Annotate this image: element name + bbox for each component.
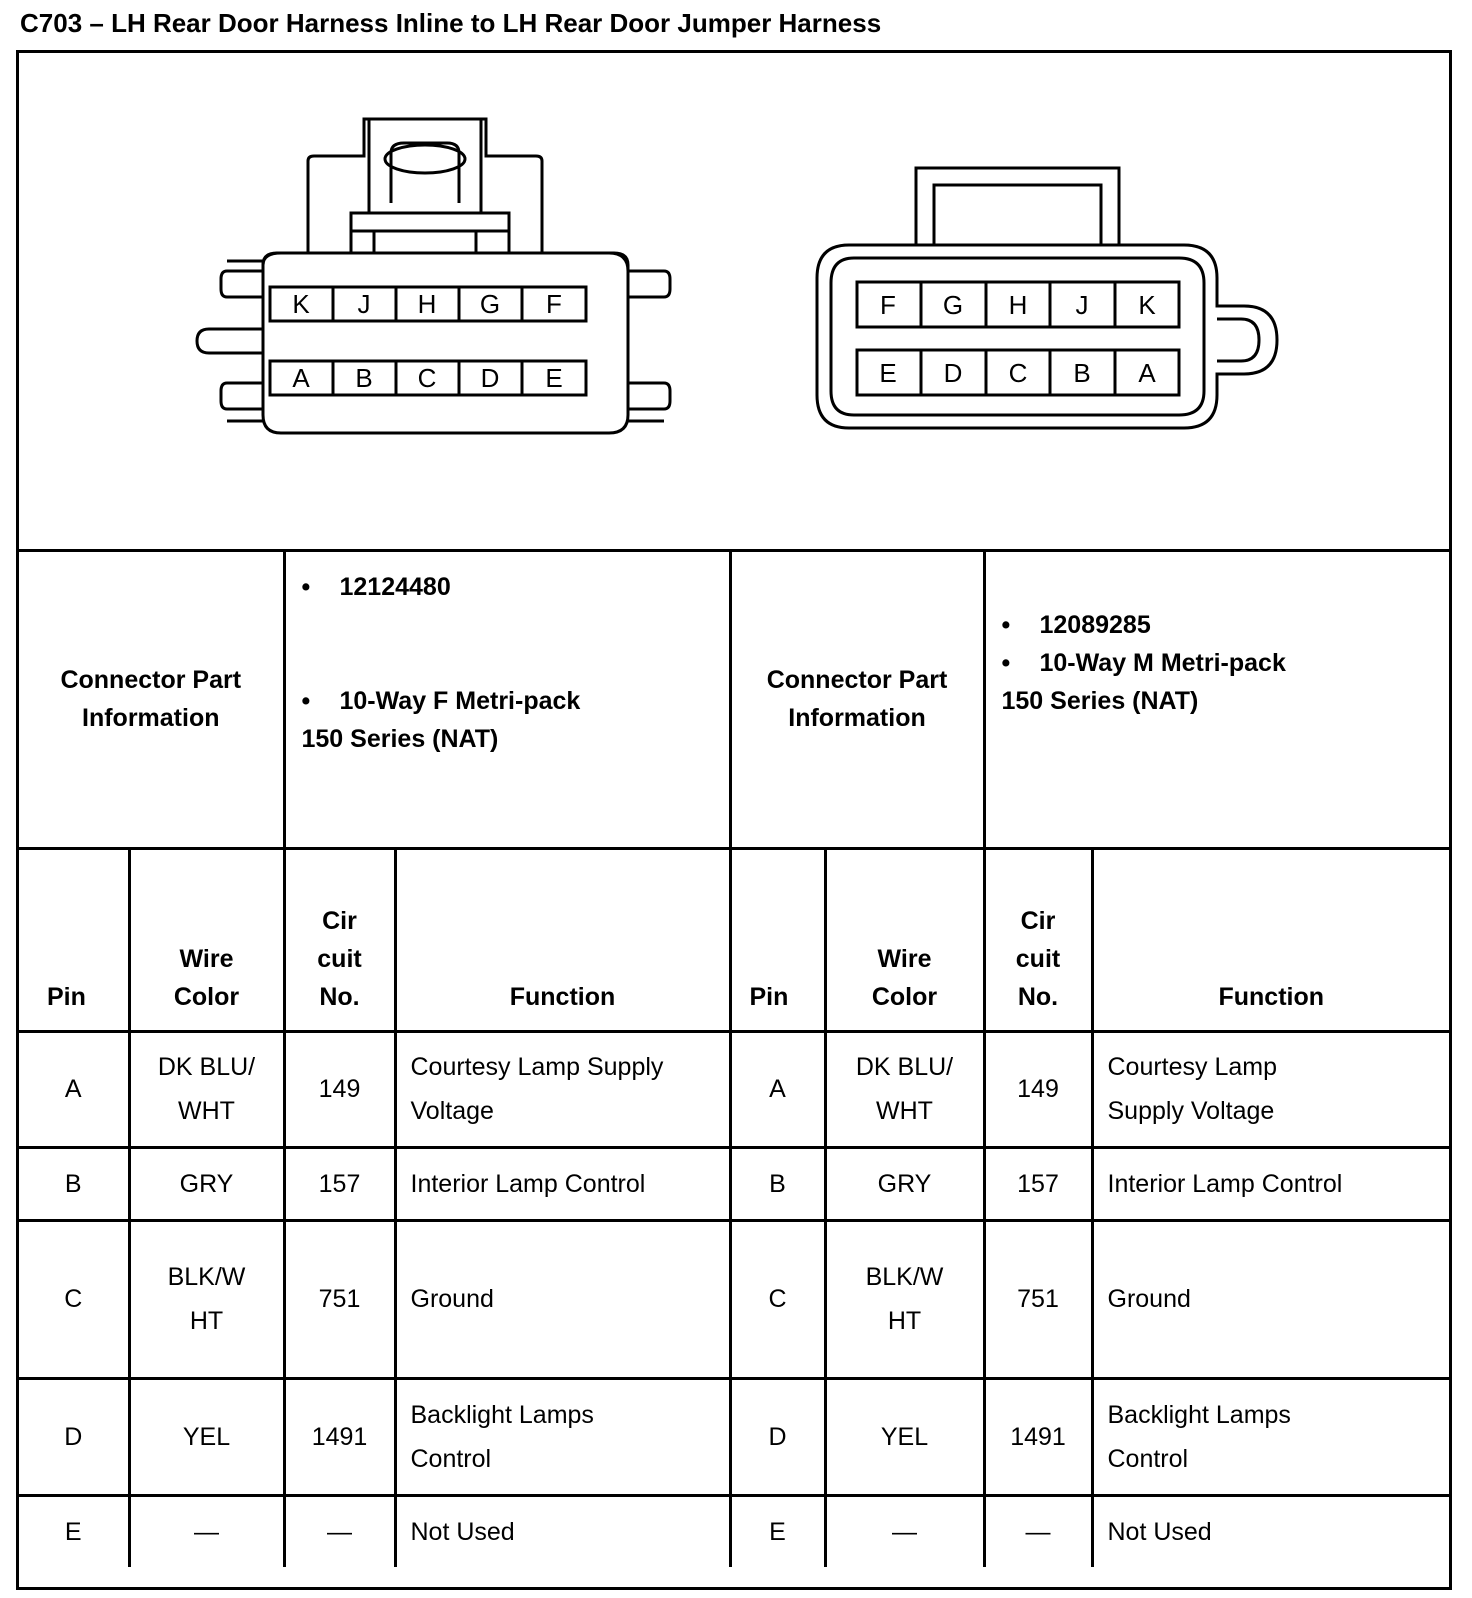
left-connector-part-info [284, 552, 730, 848]
table-row [19, 1220, 1449, 1378]
right-connector-part-info [984, 552, 1449, 848]
connector-info-label [19, 552, 284, 848]
info-label-line: Connector Part [766, 666, 948, 695]
circuit-cell: 1491 [284, 1378, 395, 1495]
header-line: Color [173, 982, 240, 1011]
table-row [19, 1378, 1449, 1495]
pinout-table [19, 552, 1449, 1567]
right-pin-label: K [1138, 290, 1156, 320]
pin-cell: A [19, 1031, 129, 1147]
connector-info-row [19, 552, 1449, 848]
cell-line: Backlight Lamps [410, 1400, 594, 1429]
cell-line: Control [410, 1444, 492, 1473]
cell-line: HT [189, 1307, 224, 1335]
wire-color-cell [129, 1220, 284, 1378]
cell-line: Supply Voltage [1107, 1097, 1275, 1125]
circuit-cell: 149 [284, 1031, 395, 1147]
left-pin-label: B [355, 363, 373, 393]
cell-line: BLK/W [167, 1263, 246, 1291]
function-cell: Interior Lamp Control [395, 1147, 730, 1220]
left-pin-label: J [357, 289, 371, 319]
left-pin-label: F [546, 289, 562, 319]
function-cell [395, 1378, 730, 1495]
header-line: Wire [877, 944, 932, 973]
cell-line: Voltage [410, 1097, 494, 1125]
function-cell: Not Used [395, 1495, 730, 1567]
table-row [19, 1031, 1449, 1147]
connector-table-frame [16, 50, 1452, 1590]
circuit-number-header [284, 848, 395, 1031]
pin-cell: B [730, 1147, 825, 1220]
info-label-line: Information [788, 704, 926, 733]
circuit-cell: 751 [984, 1220, 1092, 1378]
bullet: • [1001, 611, 1011, 639]
left-pin-label: E [545, 363, 563, 393]
connector-series: 150 Series (NAT) [1001, 687, 1199, 715]
connector-desc-item [1002, 644, 1436, 682]
bullet: • [301, 687, 311, 715]
circuit-cell: 1491 [984, 1378, 1092, 1495]
header-line: No. [1017, 982, 1059, 1011]
circuit-cell: 157 [984, 1147, 1092, 1220]
header-line: Cir [1020, 906, 1056, 935]
function-cell: Ground [1092, 1220, 1449, 1378]
connector-diagram-area [19, 53, 1449, 552]
wire-color-cell: GRY [825, 1147, 984, 1220]
right-pin-label: G [942, 290, 964, 320]
function-header: Function [395, 848, 730, 1031]
circuit-cell: 751 [284, 1220, 395, 1378]
wire-color-cell [129, 1031, 284, 1147]
right-pin-label: E [879, 358, 897, 388]
wire-color-header [825, 848, 984, 1031]
wire-color-cell [825, 1220, 984, 1378]
right-pin-label: C [1008, 358, 1028, 388]
right-pin-label: J [1075, 290, 1089, 320]
pin-cell: A [730, 1031, 825, 1147]
cell-line: DK BLU/ [157, 1053, 256, 1081]
header-line: cuit [1015, 944, 1061, 973]
table-row [19, 1495, 1449, 1567]
cell-line: DK BLU/ [855, 1053, 954, 1081]
cell-line: Courtesy Lamp Supply [410, 1053, 664, 1081]
connector-desc-item [302, 682, 715, 720]
cell-line: Backlight Lamps [1107, 1400, 1291, 1429]
header-line: No. [319, 982, 360, 1011]
circuit-number-header [984, 848, 1092, 1031]
wire-color-header [129, 848, 284, 1031]
wire-color-cell: YEL [825, 1378, 984, 1495]
circuit-cell: 149 [984, 1031, 1092, 1147]
wire-color-cell: YEL [129, 1378, 284, 1495]
right-pin-label: H [1008, 290, 1028, 320]
left-pin-label: C [417, 363, 437, 393]
right-pin-label: A [1138, 358, 1156, 388]
pin-cell: B [19, 1147, 129, 1220]
cell-line: HT [887, 1307, 922, 1335]
part-number: 12089285 [1039, 611, 1151, 639]
cell-line: WHT [178, 1097, 235, 1125]
left-pin-label: D [480, 363, 500, 393]
pin-header: Pin [19, 848, 129, 1031]
cell-line: BLK/W [865, 1263, 944, 1291]
circuit-cell: — [284, 1495, 395, 1567]
right-pin-label: F [880, 290, 896, 320]
header-line: Cir [322, 906, 357, 935]
function-cell: Interior Lamp Control [1092, 1147, 1449, 1220]
circuit-cell: 157 [284, 1147, 395, 1220]
function-header: Function [1092, 848, 1449, 1031]
header-line: Wire [179, 944, 234, 973]
pin-cell: E [730, 1495, 825, 1567]
wire-color-cell [825, 1031, 984, 1147]
wire-color-cell: — [825, 1495, 984, 1567]
circuit-cell: — [984, 1495, 1092, 1567]
wire-color-cell: GRY [129, 1147, 284, 1220]
connector-series: 150 Series (NAT) [301, 725, 499, 753]
connector-desc: 10-Way F Metri-pack [339, 687, 581, 715]
header-row [19, 848, 1449, 1031]
header-line: Color [871, 982, 938, 1011]
connector-diagrams [19, 53, 1449, 549]
left-pin-label: A [292, 363, 310, 393]
pin-cell: C [19, 1220, 129, 1378]
pin-cell: D [730, 1378, 825, 1495]
part-number-item [302, 568, 715, 606]
pin-cell: E [19, 1495, 129, 1567]
function-cell: Ground [395, 1220, 730, 1378]
bullet: • [1001, 649, 1011, 677]
function-cell: Not Used [1092, 1495, 1449, 1567]
pin-cell: C [730, 1220, 825, 1378]
cell-line: Courtesy Lamp [1107, 1053, 1278, 1081]
cell-line: WHT [876, 1097, 933, 1125]
function-cell [1092, 1378, 1449, 1495]
connector-info-label [730, 552, 984, 848]
left-pin-label: G [479, 289, 501, 319]
pin-cell: D [19, 1378, 129, 1495]
header-line: cuit [317, 944, 362, 973]
function-cell [395, 1031, 730, 1147]
table-row [19, 1147, 1449, 1220]
right-pin-label: B [1073, 358, 1091, 388]
right-pin-label: D [943, 358, 963, 388]
part-number-item [1002, 606, 1436, 644]
wire-color-cell: — [129, 1495, 284, 1567]
info-label-line: Information [82, 704, 220, 733]
pin-header: Pin [730, 848, 825, 1031]
left-pin-label: K [292, 289, 310, 319]
page-title: C703 – LH Rear Door Harness Inline to LH Rear Door Jumper Harness [20, 8, 882, 38]
cell-line: Control [1107, 1444, 1189, 1473]
info-label-line: Connector Part [60, 666, 242, 695]
function-cell [1092, 1031, 1449, 1147]
left-pin-label: H [417, 289, 437, 319]
connector-desc: 10-Way M Metri-pack [1039, 649, 1286, 677]
part-number: 12124480 [339, 573, 451, 601]
bullet: • [301, 573, 311, 601]
